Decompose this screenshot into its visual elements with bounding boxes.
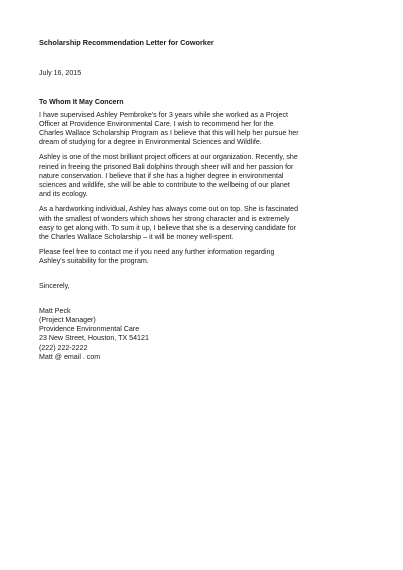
paragraph-2	[39, 153, 369, 199]
text-line: sciences and wildlife, she will be able to contribute to the wellbeing of our planet	[39, 181, 290, 190]
text-line: Ashley's suitability for the program.	[39, 257, 149, 266]
document-title: Scholarship Recommendation Letter for Coworker	[39, 38, 214, 47]
text-line: Please feel free to contact me if you need any further information regarding	[39, 248, 275, 257]
text-line: dream of studying for a degree in Environmental Sciences and Wildlife.	[39, 138, 262, 147]
closing: Sincerely,	[39, 281, 70, 290]
text-line: I have supervised Ashley Pembroke's for 3 years while she worked as a Project	[39, 110, 288, 119]
text-line: with the smallest of wonders which shows her strong character and is extremely	[39, 214, 290, 223]
text-line: Charles Wallace Scholarship Program as I believe that this will help her pursue her	[39, 129, 299, 138]
signature-address: 23 New Street, Houston, TX 54121	[39, 334, 149, 343]
paragraph-3	[39, 205, 369, 242]
letter-date: July 16, 2015	[39, 69, 82, 78]
text-line: the Charles Wallace Scholarship – it will be money well-spent.	[39, 233, 234, 242]
signature-title: (Project Manager)	[39, 316, 96, 325]
signature-block	[39, 307, 369, 362]
paragraph-1	[39, 111, 369, 148]
text-line: nature conservation. I believe that if she has a higher degree in environmental	[39, 171, 284, 180]
salutation: To Whom It May Concern	[39, 98, 124, 107]
signature-name: Matt Peck	[39, 306, 71, 315]
text-line: easy to get along with. To sum it up, I believe that she is a deserving candidate for	[39, 223, 296, 232]
signature-company: Providence Environmental Care	[39, 325, 140, 334]
paragraph-4	[39, 248, 369, 266]
text-line: Officer at Providence Environmental Care. I wish to recommend her for the	[39, 119, 274, 128]
text-line: reined in freeing the prisoned Bali dolphins through sheer will and her passion for	[39, 162, 294, 171]
letter-body	[39, 38, 369, 362]
text-line: As a hardworking individual, Ashley has always come out on top. She is fascinated	[39, 205, 299, 214]
signature-email: Matt @ email . com	[39, 352, 101, 361]
text-line: and its ecology.	[39, 190, 88, 199]
signature-phone: (222) 222-2222	[39, 343, 88, 352]
text-line: Ashley is one of the most brilliant project officers at our organization. Recently, she	[39, 153, 298, 162]
